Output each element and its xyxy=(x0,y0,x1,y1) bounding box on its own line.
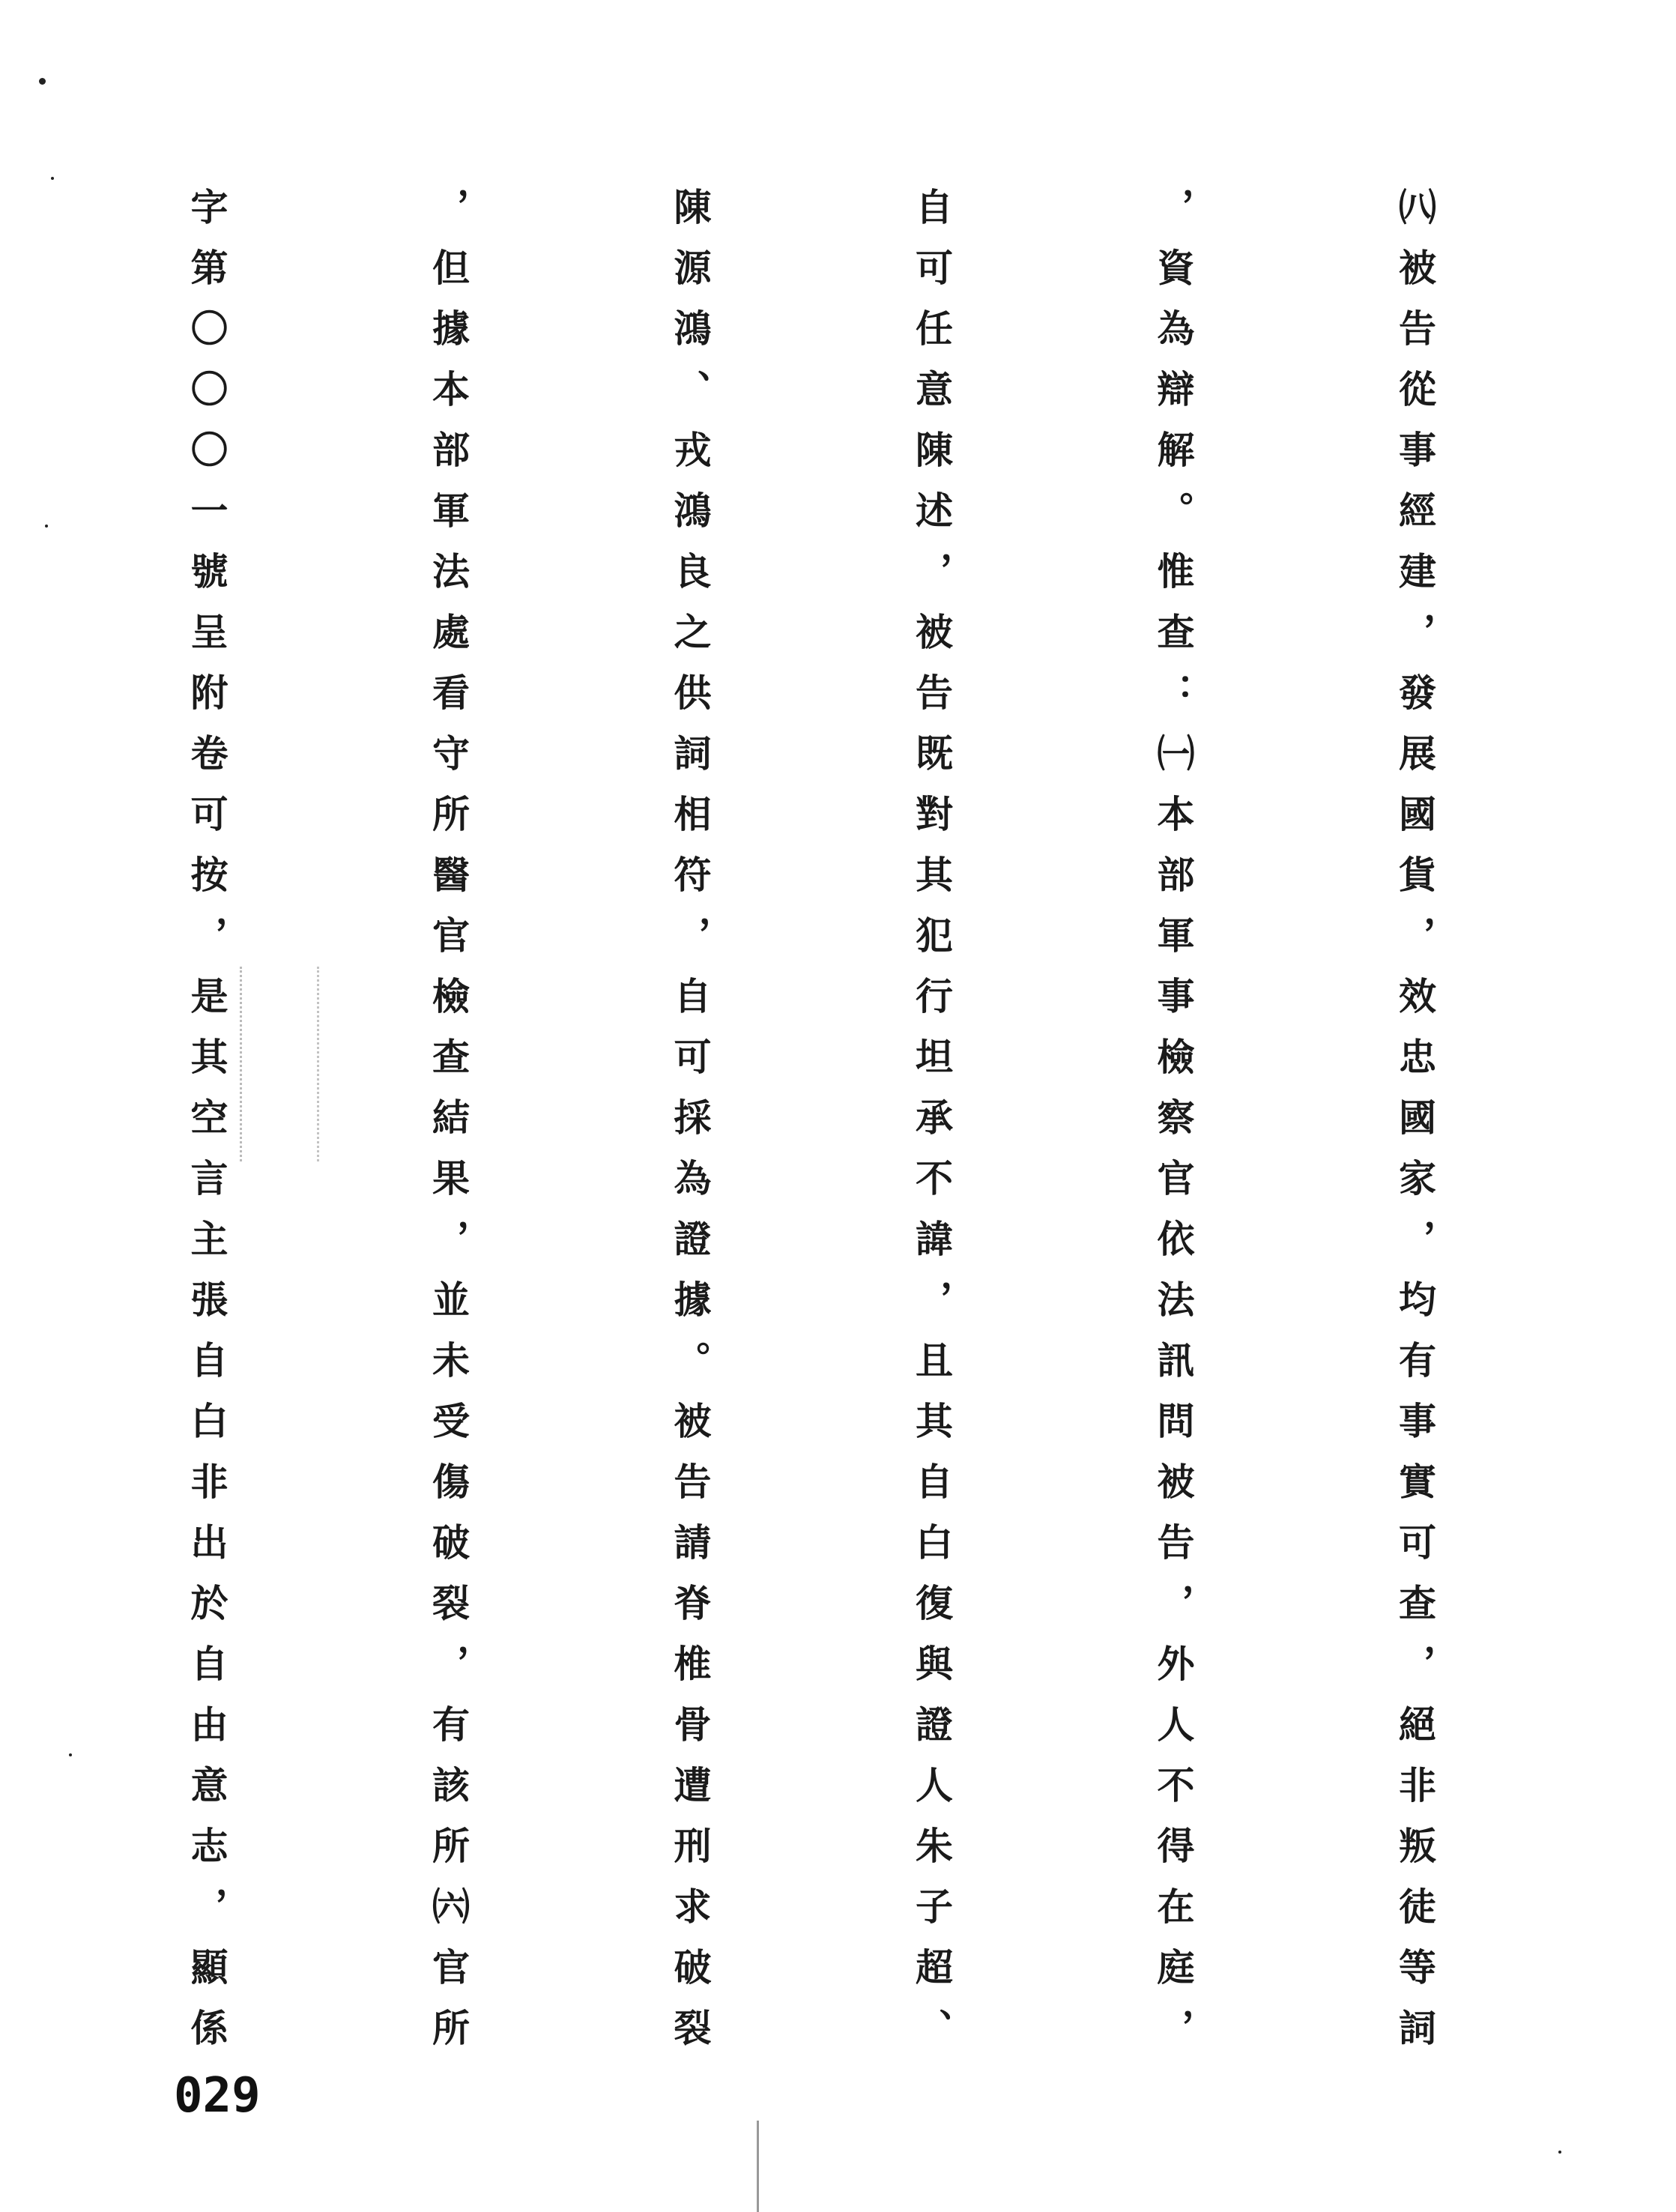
scan-speck xyxy=(1558,2151,1561,2154)
text-column-5: ，但據本部軍法處看守所醫官檢查結果，並未受傷破裂，有該所㈥官所 xyxy=(426,187,471,2069)
text-column-3: 自可任意陳述，被告既對其犯行坦承不諱，且其自白復與證人朱子超、 xyxy=(910,187,954,2069)
scan-fold-line xyxy=(757,2121,759,2212)
text-column-6: 字第〇〇〇一號呈附卷可按，是其空言主張自白非出於自由意志，顯係 xyxy=(184,187,229,2069)
text-column-2: ，資為辯解。惟查：㈠本部軍事檢察官依法訊問被告，外人不得在庭， xyxy=(1151,187,1196,2069)
scan-speck xyxy=(51,177,54,180)
text-column-7 xyxy=(0,187,5,2031)
text-column-4: 陳源鴻、戎鴻良之供詞相符，自可採為證據。被告請脊椎骨遭刑求破裂 xyxy=(668,187,713,2069)
page-number: 029 xyxy=(174,2068,261,2124)
scan-speck xyxy=(69,1753,72,1756)
scan-speck xyxy=(45,525,48,528)
faint-stamp-mark xyxy=(240,967,319,1161)
scan-speck xyxy=(39,78,46,85)
text-column-1: ㈧被告從事經建，發展國貨，效忠國家，均有事實可查，絕非叛徒等詞 xyxy=(1393,187,1437,2069)
